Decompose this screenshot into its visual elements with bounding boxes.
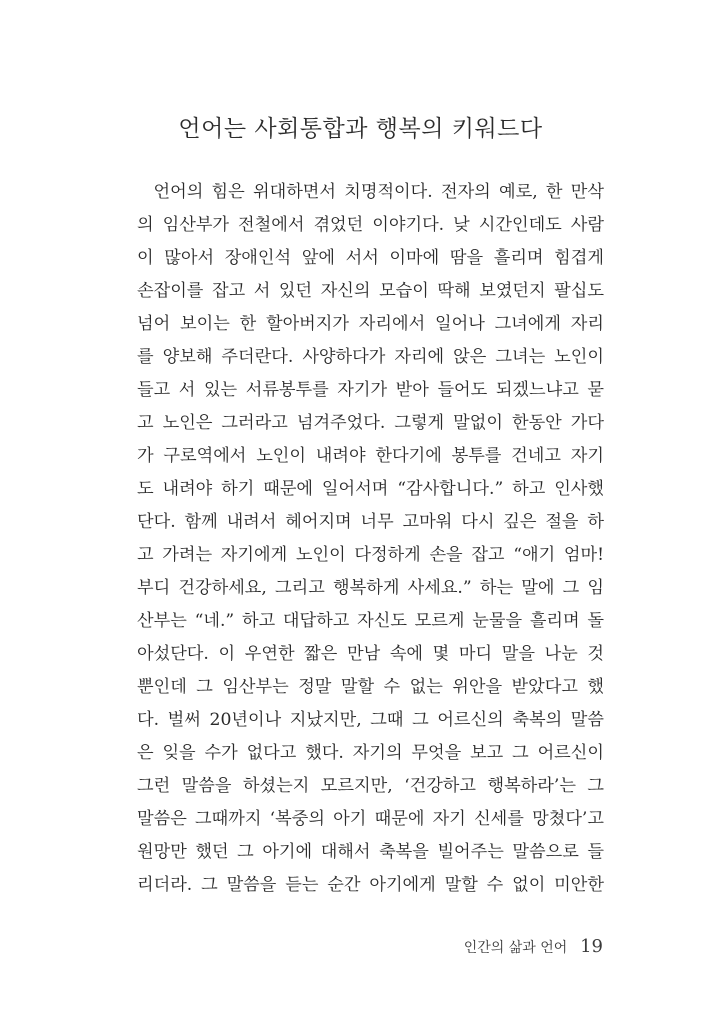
text-line: 뿐인데 그 임산부는 정말 말할 수 없는 위안을 받았다고 했 xyxy=(137,677,604,697)
text-line: 은 잊을 수가 없다고 했다. 자기의 무엇을 보고 그 어르신이 xyxy=(137,743,604,763)
text-line: 다. 벌써 20년이나 지났지만, 그때 그 어르신의 축복의 말씀 xyxy=(137,710,604,730)
text-line: 부디 건강하세요, 그리고 행복하게 사세요.” 하는 말에 그 임 xyxy=(137,578,604,598)
text-line: 도 내려야 하기 때문에 일어서며 “감사합니다.” 하고 인사했 xyxy=(137,479,604,499)
text-line: 가 구로역에서 노인이 내려야 한다기에 봉투를 건네고 자기 xyxy=(137,446,604,466)
text-line: 아섰단다. 이 우연한 짧은 만남 속에 몇 마디 말을 나눈 것 xyxy=(137,644,604,664)
text-line: 리더라. 그 말씀을 듣는 순간 아기에게 말할 수 없이 미안한 xyxy=(137,875,604,895)
text-line: 산부는 “네.” 하고 대답하고 자신도 모르게 눈물을 흘리며 돌 xyxy=(137,611,604,631)
text-line: 단다. 함께 내려서 헤어지며 너무 고마워 다시 깊은 절을 하 xyxy=(137,512,604,532)
text-line: 말씀은 그때까지 ‘복중의 아기 때문에 자기 신세를 망쳤다’고 xyxy=(137,809,604,829)
running-footer-title: 인간의 삶과 언어 xyxy=(463,940,568,956)
text-line: 고 가려는 자기에게 노인이 다정하게 손을 잡고 “애기 엄마! xyxy=(137,545,604,565)
text-line: 언어의 힘은 위대하면서 치명적이다. 전자의 예로, 한 만삭 xyxy=(137,182,604,202)
text-line: 이 많아서 장애인석 앞에 서서 이마에 땀을 흘리며 힘겹게 xyxy=(137,248,604,268)
page-footer xyxy=(464,936,603,957)
text-line: 넘어 보이는 한 할아버지가 자리에서 일어나 그녀에게 자리 xyxy=(137,314,604,334)
text-line: 의 임산부가 전철에서 겪었던 이야기다. 낮 시간인데도 사람 xyxy=(137,215,604,235)
text-line: 들고 서 있는 서류봉투를 자기가 받아 들어도 되겠느냐고 묻 xyxy=(137,380,604,400)
text-line: 고 노인은 그러라고 넘겨주었다. 그렇게 말없이 한동안 가다 xyxy=(137,413,604,433)
text-line: 원망만 했던 그 아기에 대해서 축복을 빌어주는 말씀으로 들 xyxy=(137,842,604,862)
text-line: 그런 말씀을 하셨는지 모르지만, ‘건강하고 행복하라’는 그 xyxy=(137,776,604,796)
page-number: 19 xyxy=(580,936,603,957)
text-line: 를 양보해 주더란다. 사양하다가 자리에 앉은 그녀는 노인이 xyxy=(137,347,604,367)
text-line: 손잡이를 잡고 서 있던 자신의 모습이 딱해 보였던지 팔십도 xyxy=(137,281,604,301)
body-paragraph xyxy=(137,176,604,902)
section-title: 언어는 사회통합과 행복의 키워드다 xyxy=(178,116,543,142)
